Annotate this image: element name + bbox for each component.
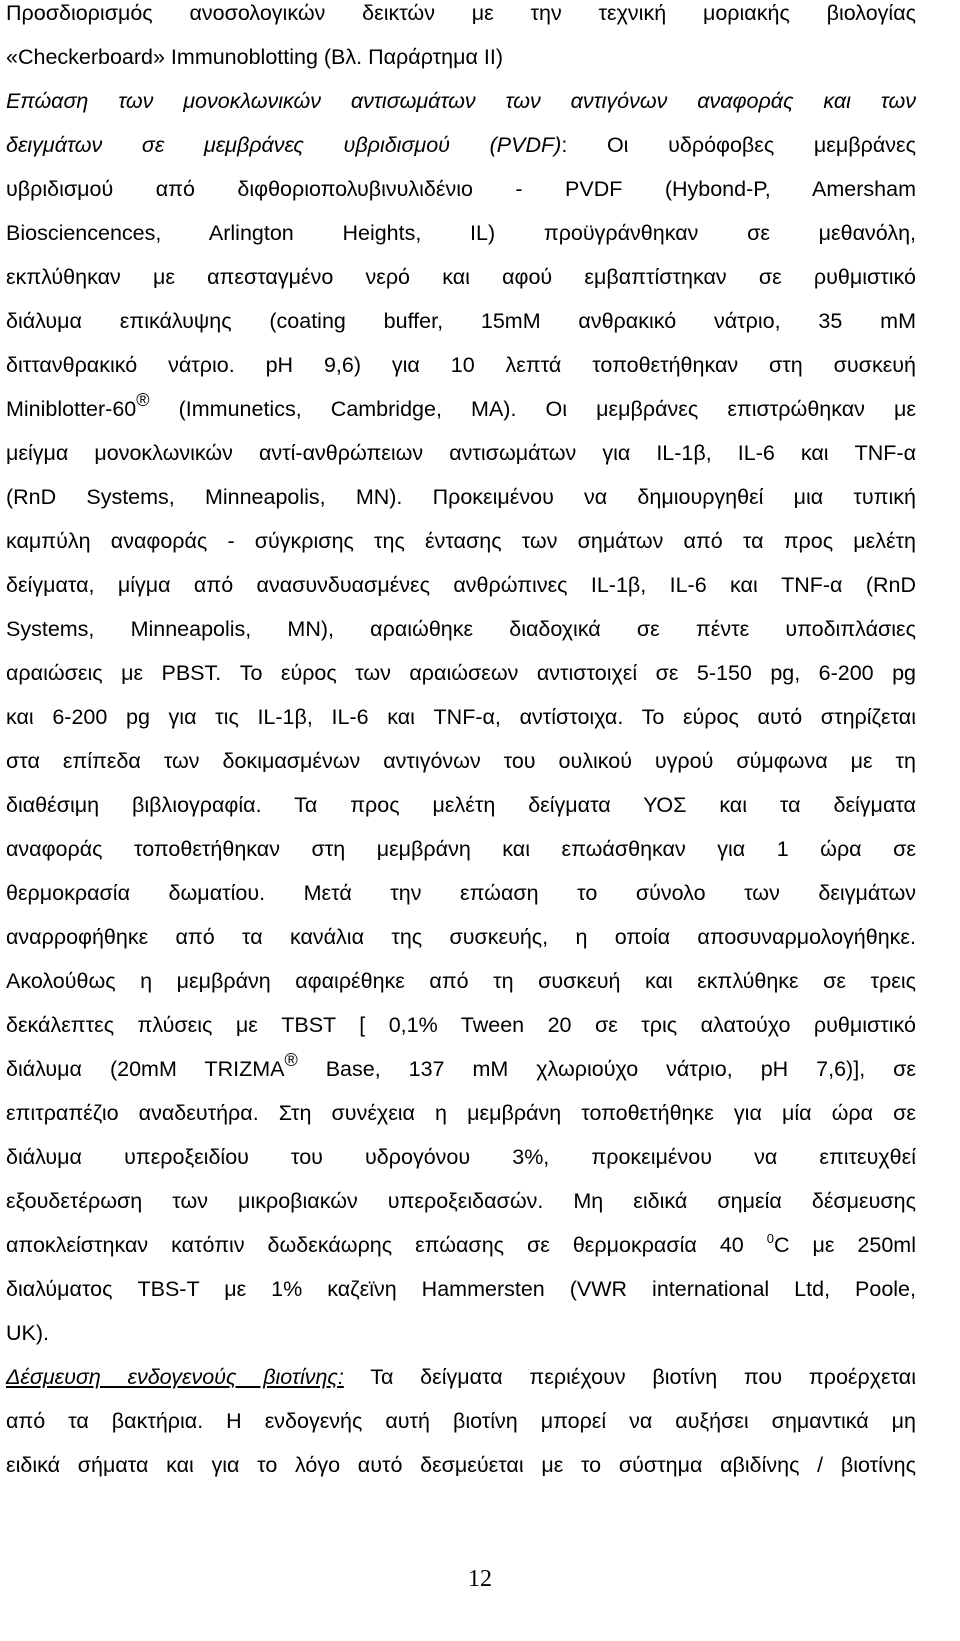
paragraph-line: αναφοράς τοποθετήθηκαν στη μεμβράνη και επωάσθηκαν για 1 ώρα σε <box>6 837 916 861</box>
registered-mark: ® <box>284 1050 298 1070</box>
section-heading-fragment: δειγμάτων σε μεμβράνες υβριδισμού (PVDF) <box>6 133 562 157</box>
paragraph-line: στα επίπεδα των δοκιμασμένων αντιγόνων του ουλικού υγρού σύμφωνα με τη <box>6 749 916 773</box>
paragraph-line <box>6 130 916 160</box>
paragraph-line: Προσδιορισμός ανοσολογικών δεικτών με την τεχνική μοριακής βιολογίας <box>6 1 916 25</box>
section-heading-line: Επώαση των μονοκλωνικών αντισωμάτων των αντιγόνων αναφοράς και των <box>6 89 916 113</box>
paragraph-line <box>6 1362 916 1392</box>
paragraph-line: διαλύματος TBS-T με 1% καζεϊνη Hammersten (VWR international Ltd, Poole, <box>6 1277 916 1301</box>
paragraph-line: διαθέσιμη βιβλιογραφία. Τα προς μελέτη δείγματα ΥΟΣ και τα δείγματα <box>6 793 916 817</box>
paragraph-line: δείγματα, μίγμα από ανασυνδυασμένες ανθρώπινες IL-1β, IL-6 και TNF-α (RnD <box>6 573 916 597</box>
text-fragment: : Οι υδρόφοβες μεμβράνες <box>561 133 916 157</box>
text-fragment: διάλυμα (20mM TRIZMA <box>6 1057 285 1081</box>
text-fragment: Τα δείγματα περιέχουν βιοτίνη που προέρχεται <box>343 1365 916 1389</box>
paragraph-line: (RnD Systems, Minneapolis, MN). Προκειμένου να δημιουργηθεί μια τυπική <box>6 485 916 509</box>
paragraph-line: ειδικά σήματα και για το λόγο αυτό δεσμεύεται με το σύστημα αβιδίνης / βιοτίνης <box>6 1453 916 1477</box>
paragraph-line: δεκάλεπτες πλύσεις με TBST [ 0,1% Tween 20 σε τρις αλατούχο ρυθμιστικό <box>6 1013 916 1037</box>
paragraph-line: αναρροφήθηκε από τα κανάλια της συσκευής, η οποία αποσυναρμολογήθηκε. <box>6 925 916 949</box>
paragraph-line <box>6 1050 916 1084</box>
section-heading-fragment: Δέσμευση ενδογενούς βιοτίνης: <box>6 1365 344 1389</box>
paragraph-line: εκπλύθηκαν με απεσταγμένο νερό και αφού εμβαπτίστηκαν σε ρυθμιστικό <box>6 265 916 289</box>
text-fragment: (Immunetics, Cambridge, MA). Οι μεμβράνες επιστρώθηκαν με <box>149 397 916 421</box>
paragraph-line: Systems, Minneapolis, MN), αραιώθηκε διαδοχικά σε πέντε υποδιπλάσιες <box>6 617 916 641</box>
paragraph-line: UK). <box>6 1321 49 1345</box>
text-fragment: Miniblotter-60 <box>6 397 137 421</box>
text-fragment: C με 250ml <box>773 1233 916 1257</box>
paragraph-line: θερμοκρασία δωματίου. Μετά την επώαση το σύνολο των δειγμάτων <box>6 881 916 905</box>
paragraph-line: Ακολούθως η μεμβράνη αφαιρέθηκε από τη συσκευή και εκπλύθηκε σε τρεις <box>6 969 916 993</box>
paragraph-line: διττανθρακικό νάτριο. pH 9,6) για 10 λεπτά τοποθετήθηκαν στη συσκευή <box>6 353 916 377</box>
paragraph-line: επιτραπέζιο αναδευτήρα. Στη συνέχεια η μεμβράνη τοποθετήθηκε για μία ώρα σε <box>6 1101 916 1125</box>
paragraph-line: μείγμα μονοκλωνικών αντί-ανθρώπειων αντισωμάτων για IL-1β, IL-6 και TNF-α <box>6 441 916 465</box>
paragraph-line: εξουδετέρωση των μικροβιακών υπεροξειδασών. Μη ειδικά σημεία δέσμευσης <box>6 1189 916 1213</box>
registered-mark: ® <box>136 390 150 410</box>
paragraph-line: αραιώσεις με PBST. Το εύρος των αραιώσεων αντιστοιχεί σε 5-150 pg, 6-200 pg <box>6 661 916 685</box>
superscript-degree: 0 <box>766 1231 774 1246</box>
paragraph-line: από τα βακτήρια. Η ενδογενής αυτή βιοτίνη μπορεί να αυξήσει σημαντικά μη <box>6 1409 916 1433</box>
text-fragment: Base, 137 mM χλωριούχο νάτριο, pH 7,6)], σε <box>297 1057 916 1081</box>
paragraph-line: διάλυμα υπεροξειδίου του υδρογόνου 3%, προκειμένου να επιτευχθεί <box>6 1145 916 1169</box>
paragraph-line: «Checkerboard» Immunoblotting (Βλ. Παράρτημα ΙΙ) <box>6 45 503 69</box>
paragraph-line: καμπύλη αναφοράς - σύγκρισης της έντασης των σημάτων από τα προς μελέτη <box>6 529 916 553</box>
paragraph-line: διάλυμα επικάλυψης (coating buffer, 15mM ανθρακικό νάτριο, 35 mM <box>6 309 916 333</box>
paragraph-line <box>6 1230 916 1260</box>
paragraph-line <box>6 390 916 424</box>
paragraph-line: υβριδισμού από διφθοριοπολυβινυλιδένιο - PVDF (Hybond-P, Amersham <box>6 177 916 201</box>
text-fragment: αποκλείστηκαν κατόπιν δωδεκάωρης επώασης σε θερμοκρασία 40 <box>6 1233 767 1257</box>
page-number: 12 <box>468 1566 492 1592</box>
paragraph-line: Biosciencences, Arlington Heights, IL) προϋγράνθηκαν σε μεθανόλη, <box>6 221 916 245</box>
paragraph-line: και 6-200 pg για τις IL-1β, IL-6 και TNF-α, αντίστοιχα. Το εύρος αυτό στηρίζεται <box>6 705 916 729</box>
